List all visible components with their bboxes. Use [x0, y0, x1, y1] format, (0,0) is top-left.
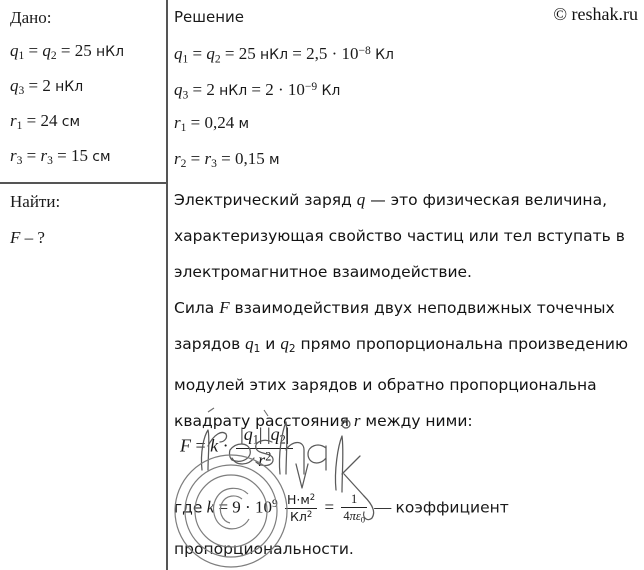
paragraph-coulomb-law: Сила F взаимодействия двух неподвижных точечных зарядов $q_1$ и $q_2$ прямо пропорциональна произведению модулей этих зарядов и обратно пропорциональна квадрату расстояния r между ними: — [174, 298, 629, 430]
find-question: F – ? — [10, 228, 45, 247]
formula-constant-k: где $k = 9 \cdot 10^9$ $\frac{Н\cdot м^2}{Кл^2}$ = $\frac{1}{4\pi\varepsilon_0}$ — коэффициент — [174, 491, 509, 525]
conversion-q1q2: $q_1 = q_2 = 25$ нКл = $2,5 \cdot 10^{-8}$ Кл — [174, 44, 394, 66]
given-item-q3: $q_3 = 2$ нКл — [10, 76, 84, 98]
conversion-q3: $q_3 = 2$ нКл = $2 \cdot 10^{-9}$ Кл — [174, 80, 341, 102]
solution-column — [174, 0, 644, 570]
given-item-r3: $r_3 = r_3 = 15$ см — [10, 146, 111, 168]
given-item-r1: $r_1 = 24$ см — [10, 111, 81, 133]
conversion-r1: $r_1 = 0,24$ м — [174, 113, 250, 135]
formula-constant-tail: пропорциональности. — [174, 540, 354, 558]
column-divider-vertical — [166, 0, 168, 570]
conversion-r2r3: $r_2 = r_3 = 0,15$ м — [174, 149, 280, 171]
formula-coulomb: F = k · $\frac{|q_1| |q_2|}{r^2}$ — [180, 424, 296, 470]
given-column — [0, 0, 166, 570]
given-heading: Дано: — [10, 8, 52, 27]
paragraph-charge-definition: Электрический заряд q — это физическая величина, характеризующая свойство частиц или тел вступать в электромагнитное взаимодействие. — [174, 190, 625, 281]
copyright-notice: © reshak.ru — [553, 4, 638, 24]
find-heading: Найти: — [10, 192, 61, 211]
given-item-q1q2: $q_1 = q_2 = 25$ нКл — [10, 41, 125, 63]
solution-heading: Решение — [174, 8, 245, 26]
